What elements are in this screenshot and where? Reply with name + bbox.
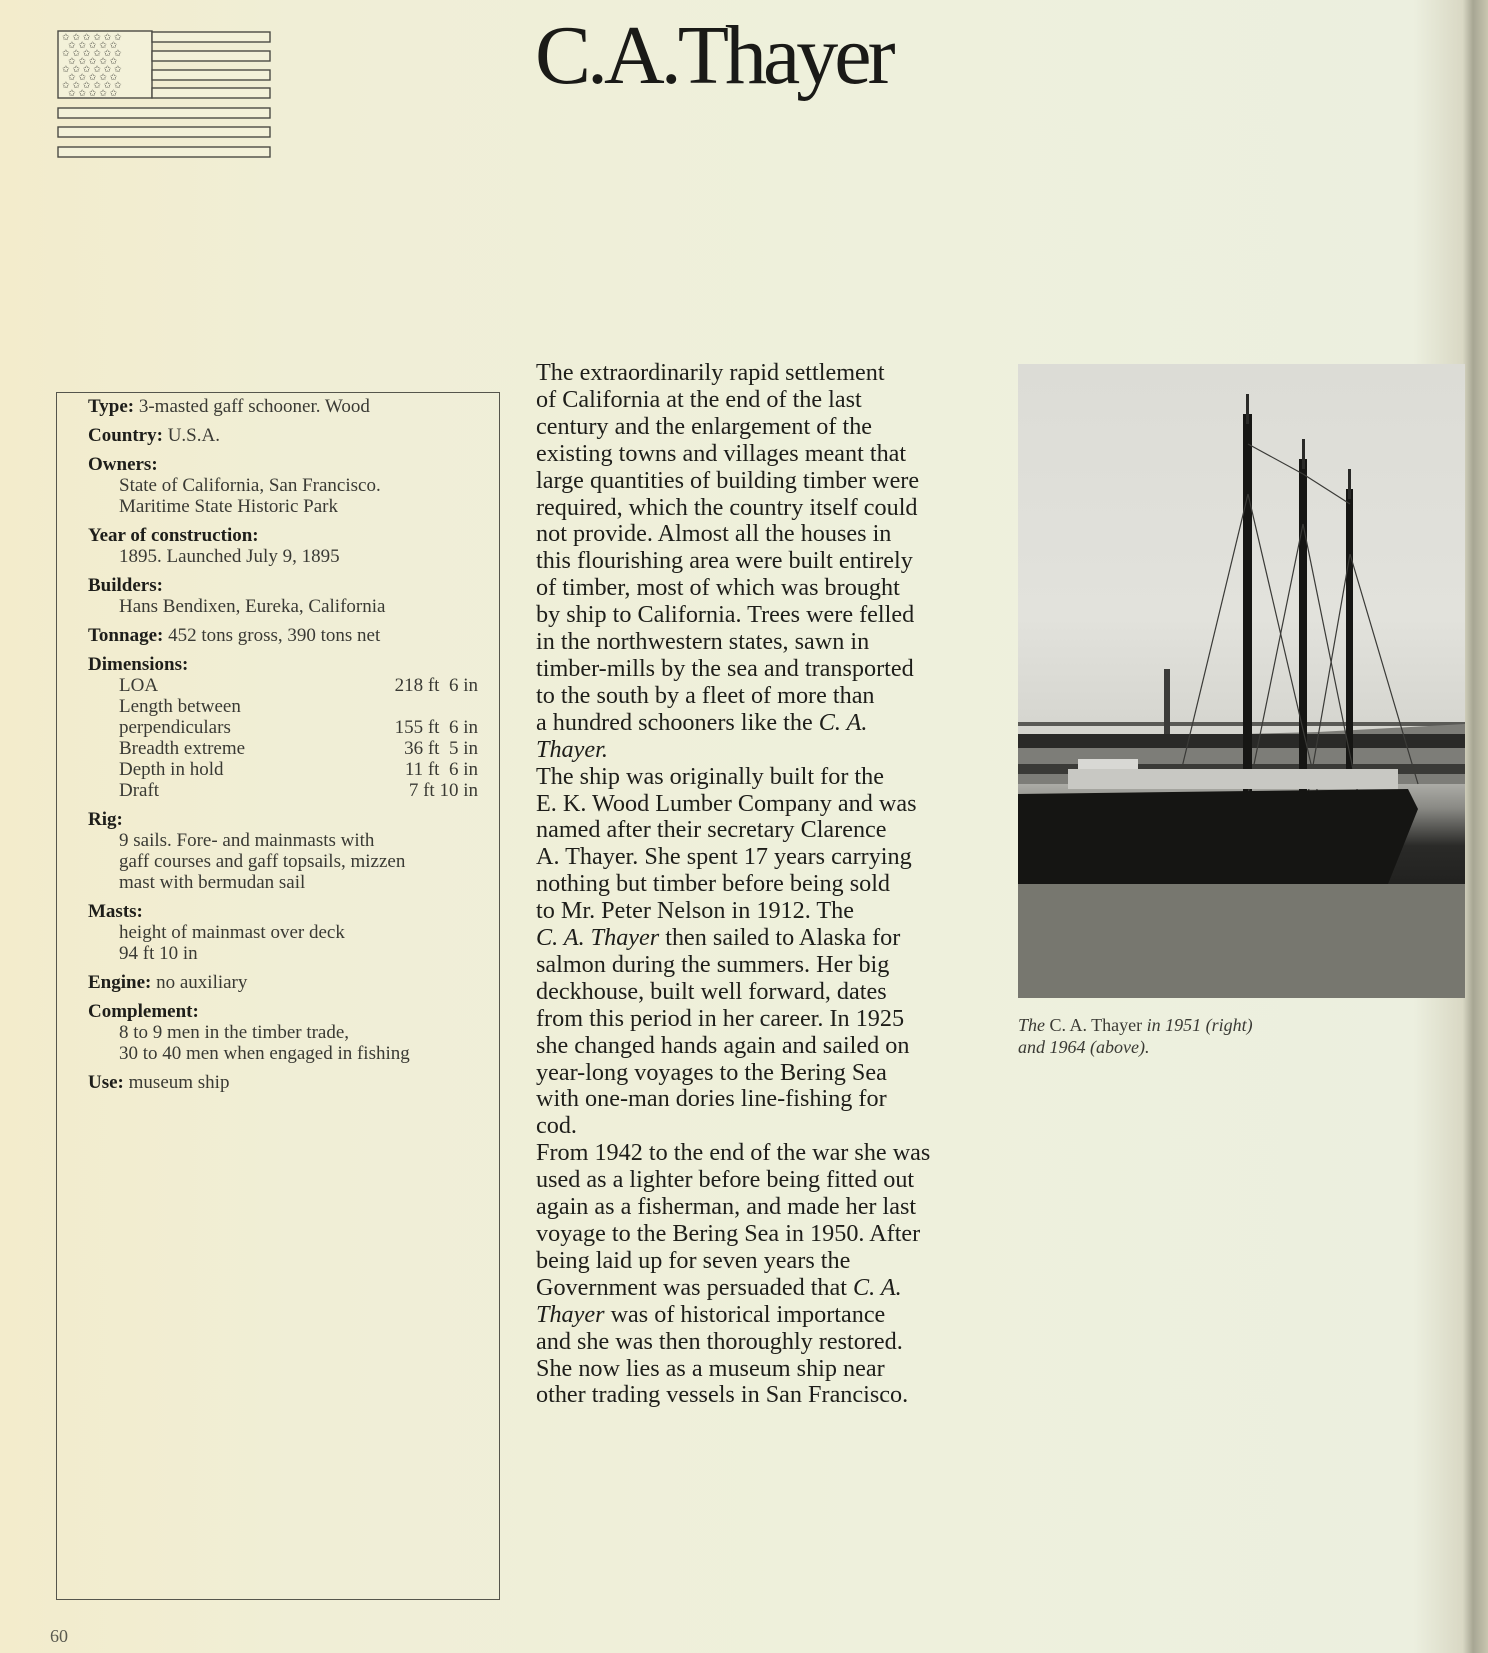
body-line: and she was then thoroughly restored. bbox=[536, 1327, 903, 1355]
svg-text:✩ ✩ ✩ ✩ ✩: ✩ ✩ ✩ ✩ ✩ bbox=[68, 41, 118, 51]
spec-year: Year of construction: 1895. Launched July 9, 1895 bbox=[88, 525, 340, 567]
spec-rig: Rig: 9 sails. Fore- and mainmasts with gaff courses and gaff topsails, mizzen mast with bermudan sail bbox=[88, 809, 406, 893]
body-line: existing towns and villages meant that bbox=[536, 439, 907, 467]
body-line: C. A. Thayer then sailed to Alaska for bbox=[536, 924, 901, 952]
body-line: of California at the end of the last bbox=[536, 385, 862, 413]
svg-text:✩ ✩ ✩ ✩ ✩ ✩: ✩ ✩ ✩ ✩ ✩ ✩ bbox=[62, 49, 122, 59]
spec-type: Type: 3-masted gaff schooner. Wood bbox=[88, 396, 370, 417]
dimension-row: perpendiculars 155 ft 6 in bbox=[119, 717, 478, 738]
body-line: The ship was originally built for the bbox=[536, 762, 884, 790]
body-line: from this period in her career. In 1925 bbox=[536, 1004, 905, 1032]
body-line: The extraordinarily rapid settlement bbox=[536, 359, 885, 386]
svg-text:✩ ✩ ✩ ✩ ✩ ✩: ✩ ✩ ✩ ✩ ✩ ✩ bbox=[62, 33, 122, 43]
dimension-row: Breadth extreme 36 ft 5 in bbox=[119, 738, 478, 759]
body-line: voyage to the Bering Sea in 1950. After bbox=[536, 1220, 921, 1247]
body-line: in the northwestern states, sawn in bbox=[536, 628, 870, 656]
body-line: From 1942 to the end of the war she was bbox=[536, 1139, 931, 1167]
body-line: named after their secretary Clarence bbox=[536, 816, 887, 844]
body-line: deckhouse, built well forward, dates bbox=[536, 977, 887, 1005]
photo-caption: The C. A. Thayer in 1951 (right) and 1964 (above). bbox=[1018, 1015, 1253, 1057]
spec-engine: Engine: no auxiliary bbox=[88, 972, 248, 993]
ship-photo bbox=[1018, 364, 1465, 998]
body-line bbox=[536, 737, 986, 764]
body-line: century and the enlargement of the bbox=[536, 412, 873, 440]
svg-text:✩ ✩ ✩ ✩ ✩ ✩: ✩ ✩ ✩ ✩ ✩ ✩ bbox=[62, 81, 122, 91]
body-line: used as a lighter before being fitted out bbox=[536, 1166, 915, 1194]
spec-tonnage: Tonnage: 452 tons gross, 390 tons net bbox=[88, 625, 381, 646]
body-line: E. K. Wood Lumber Company and was bbox=[536, 789, 917, 817]
body-line: Thayer was of historical importance bbox=[536, 1300, 886, 1328]
body-line: by ship to California. Trees were felled bbox=[536, 601, 915, 629]
body-line: required, which the country itself could bbox=[536, 493, 918, 521]
body-line: a hundred schooners like the C. A. bbox=[536, 708, 868, 736]
dimension-row: Length between bbox=[119, 696, 241, 717]
body-line: nothing but timber before being sold bbox=[536, 870, 891, 898]
body-line: year-long voyages to the Bering Sea bbox=[536, 1058, 887, 1086]
body-line: other trading vessels in San Francisco. bbox=[536, 1381, 909, 1409]
spec-use: Use: museum ship bbox=[88, 1072, 230, 1093]
ship-name-italic: C. A. bbox=[818, 708, 868, 736]
body-line: again as a fisherman, and made her last bbox=[536, 1193, 917, 1221]
spec-builders: Builders: Hans Bendixen, Eureka, California bbox=[88, 575, 386, 617]
body-line: this flourishing area were built entirely bbox=[536, 547, 913, 575]
body-line: to Mr. Peter Nelson in 1912. The bbox=[536, 897, 854, 925]
ship-name-italic: Thayer. bbox=[536, 735, 608, 763]
spec-dimensions: Dimensions: LOA 218 ft 6 in Length between perpendiculars 155 ft 6 in Breadth extreme 36 ft 5 in Depth in hold 11 ft 6 in Draft 7 ft 10 in bbox=[88, 654, 478, 801]
svg-text:✩ ✩ ✩ ✩ ✩: ✩ ✩ ✩ ✩ ✩ bbox=[68, 57, 118, 67]
spec-masts: Masts: height of mainmast over deck 94 ft 10 in bbox=[88, 901, 345, 964]
body-line: of timber, most of which was brought bbox=[536, 574, 900, 602]
specifications-list bbox=[88, 396, 478, 1093]
body-line: not provide. Almost all the houses in bbox=[536, 520, 892, 548]
spec-complement: Complement: 8 to 9 men in the timber trade, 30 to 40 men when engaged in fishing bbox=[88, 1001, 410, 1064]
body-line: large quantities of building timber were bbox=[536, 466, 920, 494]
us-flag-icon bbox=[57, 30, 271, 166]
body-line: timber-mills by the sea and transported bbox=[536, 654, 914, 682]
svg-text:✩ ✩ ✩ ✩ ✩: ✩ ✩ ✩ ✩ ✩ bbox=[68, 73, 118, 83]
spec-owners: Owners: State of California, San Francisco. Maritime State Historic Park bbox=[88, 454, 381, 517]
body-line: with one-man dories line-fishing for bbox=[536, 1085, 887, 1113]
body-line: being laid up for seven years the bbox=[536, 1246, 851, 1274]
body-line: Government was persuaded that C. A. bbox=[536, 1273, 902, 1301]
svg-text:✩ ✩ ✩ ✩ ✩ ✩: ✩ ✩ ✩ ✩ ✩ ✩ bbox=[62, 65, 122, 75]
body-line: salmon during the summers. Her big bbox=[536, 950, 890, 978]
spec-country: Country: U.S.A. bbox=[88, 425, 220, 446]
dimension-row: LOA 218 ft 6 in bbox=[119, 675, 478, 696]
ship-name-italic: C. A. bbox=[853, 1273, 902, 1301]
dimension-row: Draft 7 ft 10 in bbox=[119, 780, 478, 801]
body-line: to the south by a fleet of more than bbox=[536, 681, 875, 709]
page-number: 60 bbox=[50, 1626, 68, 1646]
article-body bbox=[536, 360, 986, 1409]
ship-name-italic: C. A. Thayer bbox=[536, 924, 660, 952]
body-line: she changed hands again and sailed on bbox=[536, 1031, 910, 1059]
body-line: cod. bbox=[536, 1112, 577, 1140]
dimension-row: Depth in hold 11 ft 6 in bbox=[119, 759, 478, 780]
svg-text:✩ ✩ ✩ ✩ ✩: ✩ ✩ ✩ ✩ ✩ bbox=[68, 89, 118, 99]
schooner-illustration bbox=[1018, 364, 1465, 998]
ship-name-italic: Thayer bbox=[536, 1300, 605, 1328]
body-line: She now lies as a museum ship near bbox=[536, 1354, 885, 1382]
body-line: A. Thayer. She spent 17 years carrying bbox=[536, 843, 912, 871]
page-title: C.A.Thayer bbox=[535, 9, 892, 102]
